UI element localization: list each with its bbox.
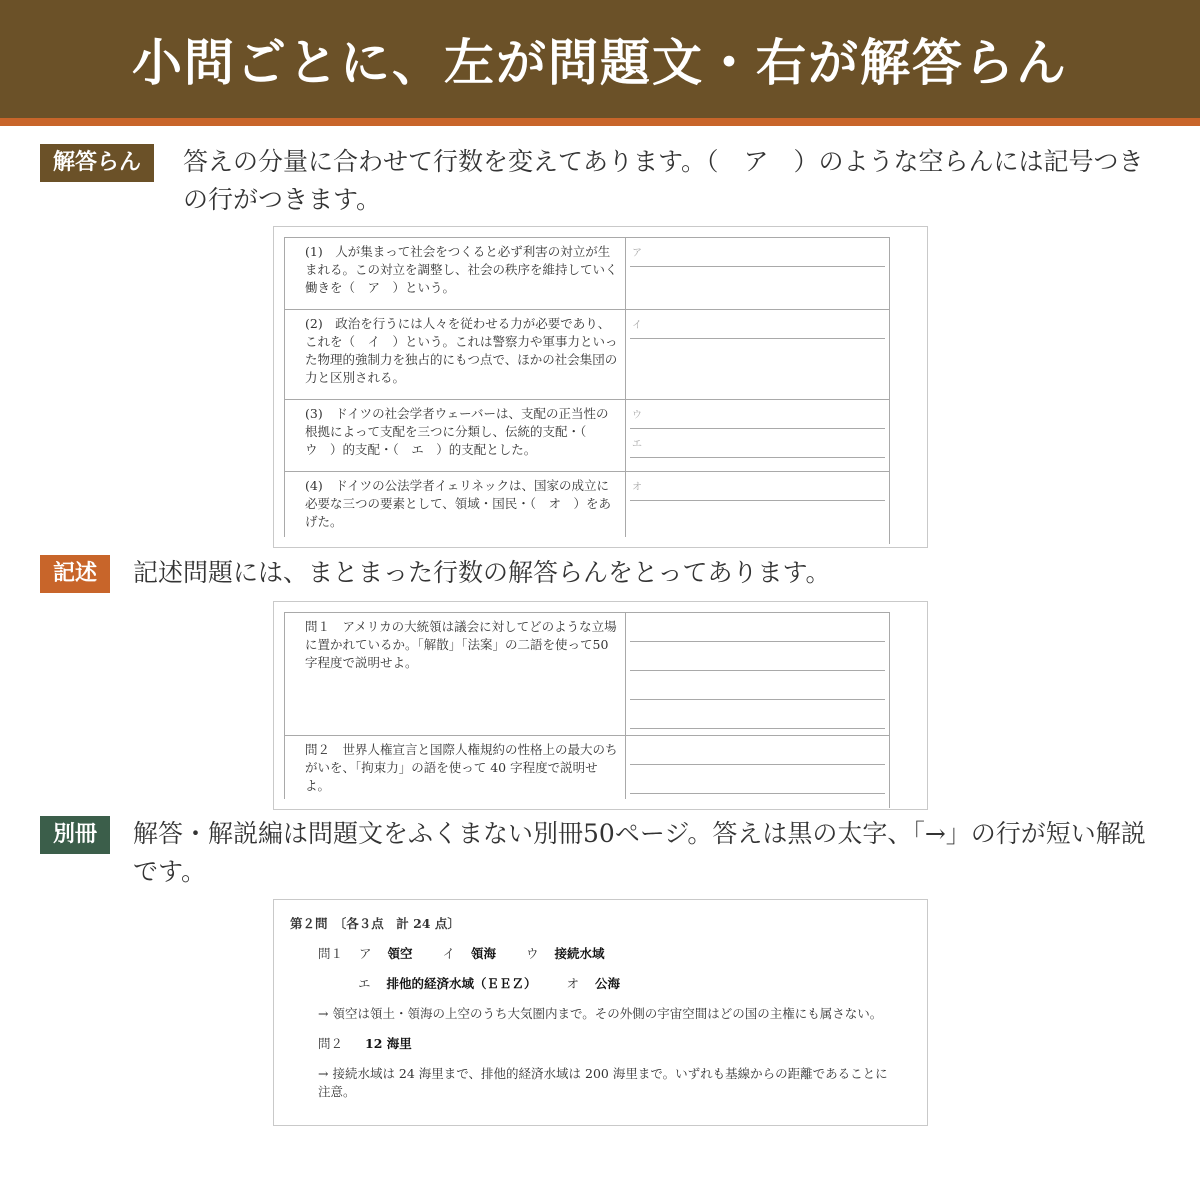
answer-value: 接続水域 bbox=[554, 946, 605, 961]
question-label: 問２ bbox=[318, 1036, 344, 1051]
answer-value: 排他的経済水域（ＥＥＺ） bbox=[386, 976, 537, 991]
written-answer-sample bbox=[273, 601, 928, 810]
answer-line bbox=[630, 642, 885, 671]
title-banner bbox=[0, 0, 1200, 126]
question-text: 問１ アメリカの大統領は議会に対してどのような立場に置かれているか。「解散」「法案」の二語を使って50字程度で説明せよ。 bbox=[305, 619, 617, 670]
answer-line bbox=[630, 736, 885, 765]
answer-value: 領空 bbox=[387, 946, 413, 961]
question-label: 問１ bbox=[318, 946, 344, 961]
answer-key bbox=[274, 900, 927, 1101]
answer-line bbox=[630, 613, 885, 642]
answer-line bbox=[630, 671, 885, 700]
answer-mark: ウ bbox=[632, 410, 642, 421]
answer-sheet-sample bbox=[273, 226, 928, 548]
answer-value: 公海 bbox=[595, 976, 621, 991]
answer-line bbox=[630, 400, 885, 429]
answer-mark: ア bbox=[632, 248, 642, 259]
answer-mark: エ bbox=[632, 439, 642, 450]
answer-row bbox=[290, 945, 927, 963]
question-row bbox=[285, 400, 890, 472]
answer-line bbox=[630, 472, 885, 501]
question-text: (4) ドイツの公法学者イェリネックは、国家の成立に必要な三つの要素として、領域・国民・（ オ ）をあげた。 bbox=[305, 478, 612, 529]
answer-label: ウ bbox=[526, 946, 539, 961]
question-row bbox=[285, 472, 890, 544]
answer-value: 12 海里 bbox=[365, 1036, 412, 1051]
explanation-note: → 接続水域は 24 海里まで、排他的経済水域は 200 海里まで。いずれも基線からの距離であることに注意。 bbox=[318, 1066, 888, 1099]
question-row bbox=[285, 310, 890, 400]
cut-edge bbox=[284, 537, 889, 548]
booklet-tag: 別冊 bbox=[40, 816, 110, 854]
answer-line bbox=[630, 700, 885, 729]
explanation-note: → 領空は領土・領海の上空のうち大気圏内まで。その外側の宇宙空間はどの国の主権にも属さない。 bbox=[318, 1006, 883, 1021]
answer-mark: イ bbox=[632, 320, 642, 331]
question-text: (2) 政治を行うには人々を従わせる力が必要であり、これを（ イ ）という。これは警察力や軍事力といった物理的強制力を独占的にもつ点で、ほかの社会集団の力と区別される。 bbox=[305, 316, 618, 385]
question-text: (1) 人が集まって社会をつくると必ず利害の対立が生まれる。この対立を調整し、社会の秩序を維持していく働きを（ ア ）という。 bbox=[305, 244, 618, 295]
answer-line bbox=[630, 429, 885, 458]
question-row bbox=[285, 613, 890, 736]
answer-row bbox=[290, 975, 927, 993]
page-title: 小問ごとに、左が問題文・右が解答らん bbox=[132, 34, 1068, 92]
answer-column-tag: 解答らん bbox=[40, 144, 154, 182]
answer-line bbox=[630, 765, 885, 794]
answer-heading: 第２問 〔各３点 計 24 点〕 bbox=[290, 916, 460, 931]
answer-booklet-sample bbox=[273, 899, 928, 1126]
question-text: 問２ 世界人権宣言と国際人権規約の性格上の最大のちがいを、「拘束力」の語を使って 40 字程度で説明せよ。 bbox=[305, 742, 618, 793]
written-answer-table bbox=[284, 612, 890, 808]
answer-column-description: 答えの分量に合わせて行数を変えてあります。（ ア ）のような空らんには記号つきの行がつきます。 bbox=[183, 147, 1144, 214]
question-row bbox=[285, 736, 890, 808]
cut-edge bbox=[284, 799, 889, 810]
answer-sheet-table bbox=[284, 237, 890, 544]
question-row bbox=[285, 238, 890, 310]
answer-label: イ bbox=[442, 946, 456, 961]
answer-line bbox=[630, 238, 885, 267]
booklet-description: 解答・解説編は問題文をふくまない別冊50ページ。答えは黒の太字、「→」の行が短い解説です。 bbox=[133, 819, 1146, 886]
answer-mark: オ bbox=[632, 482, 642, 493]
answer-row bbox=[290, 1035, 927, 1053]
written-answer-tag: 記述 bbox=[40, 555, 110, 593]
answer-label: エ bbox=[358, 976, 371, 991]
written-answer-description: 記述問題には、まとまった行数の解答らんをとってあります。 bbox=[133, 558, 831, 587]
answer-label: オ bbox=[566, 976, 580, 991]
question-text: (3) ドイツの社会学者ウェーバーは、支配の正当性の根拠によって支配を三つに分類し、伝統的支配・（ ウ ）的支配・（ エ ）的支配とした。 bbox=[305, 406, 609, 457]
answer-value: 領海 bbox=[471, 946, 497, 961]
answer-label: ア bbox=[359, 946, 372, 961]
answer-line bbox=[630, 310, 885, 339]
